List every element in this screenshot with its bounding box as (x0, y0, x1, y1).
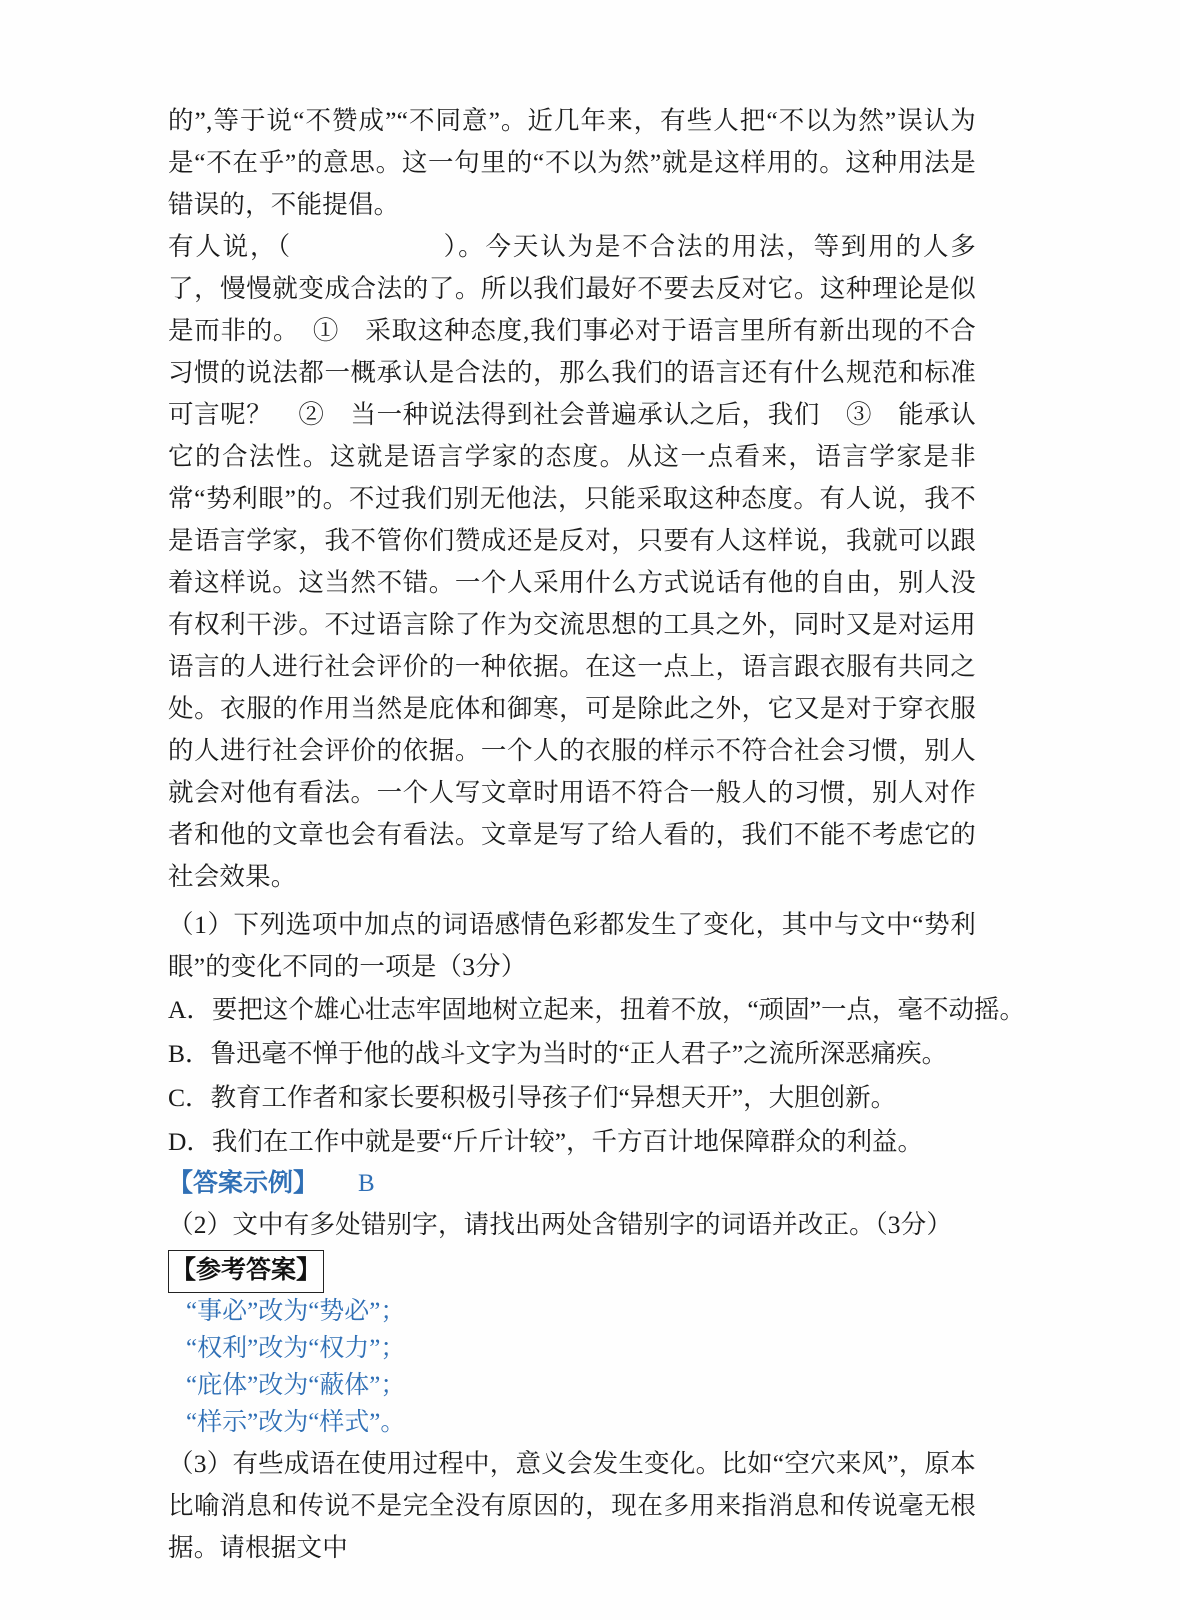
reference-answer-line-2: “权利”改为“权力”； (186, 1335, 406, 1362)
question-1-option-c (168, 1076, 976, 1120)
option-b-mark: B． (168, 1039, 211, 1068)
passage-paragraph-2 (168, 226, 976, 898)
question-1-block (168, 904, 1026, 1204)
reference-answer-label: 【参考答案】 (168, 1250, 324, 1293)
question-2-stem: （2）文中有多处错别字，请找出两处含错别字的词语并改正。（3分） (168, 1210, 953, 1239)
answer-example-label: 【答案示例】 (168, 1170, 319, 1197)
option-c-text: 教育工作者和家长要积极引导孩子们“异想天开”，大胆创新。 (210, 1083, 897, 1112)
question-1-option-b (168, 1032, 976, 1076)
passage-paragraph-1: 的”,等于说“不赞成”“不同意”。近几年来，有些人把“不以为然”误认为是“不在乎”的意思。这一句里的“不以为然”就是这样用的。这种用法是错误的，不能提倡。 (168, 106, 976, 219)
reference-answer-line-3: “庇体”改为“蔽体”； (186, 1372, 406, 1399)
option-a-mark: A． (168, 995, 212, 1024)
document-body (168, 100, 1026, 1569)
answer-example-value: B (358, 1170, 375, 1197)
reference-answer-label-wrap (168, 1246, 976, 1293)
option-a-text: 要把这个雄心壮志牢固地树立起来，扭着不放，“顽固”一点，毫不动摇。 (211, 995, 1026, 1024)
option-c-mark: C． (168, 1083, 211, 1112)
question-1-option-a (168, 988, 1026, 1032)
passage-sentence-lead: 有人说，（ (168, 232, 292, 261)
option-b-text: 鲁迅毫不惮于他的战斗文字为当时的“正人君子”之流所深恶痛疾。 (210, 1039, 948, 1068)
question-1-stem: （1）下列选项中加点的词语感情色彩都发生了变化，其中与文中“势利眼”的变化不同的一项是（3分） (168, 910, 976, 981)
reference-answer-line-4: “样示”改为“样式”。 (186, 1409, 406, 1436)
option-d-mark: D． (168, 1127, 212, 1156)
question-3-block (168, 1443, 976, 1569)
question-3-stem: （3）有些成语在使用过程中，意义会发生变化。比如“空穴来风”，原本比喻消息和传说不是完全没有原因的，现在多用来指消息和传说毫无根据。请根据文中 (168, 1449, 976, 1562)
question-1-option-d (168, 1120, 976, 1164)
reference-answer-line-1: “事必”改为“势必”； (186, 1298, 406, 1325)
passage-sentence-rest: ）。今天认为是不合法的用法，等到用的人多了，慢慢就变成合法的了。所以我们最好不要去反对它。这种理论是似是而非的。 ① 采取这种态度,我们事必对于语言里所有新出现的不合习惯的说法都一概承认是合法的，那么我们的语言还有什么规范和标准可言呢？ ② 当一种说法得到社会普遍承认之后，我们 ③ 能承认它的合法性。这就是语言学家的态度。从这一点看来，语言学家是非常“势利眼”的。不过我们别无他法，只能采取这种态度。有人说，我不是语言学家，我不管你们赞成还是反对，只要有人这样说，我就可以跟着这样说。这当然不错。一个人采用什么方式说话有他的自由，别人没有权利干涉。不过语言除了作为交流思想的工具之外，同时又是对运用语言的人进行社会评价的一种依据。在这一点上，语言跟衣服有共同之处。衣服的作用当然是庇体和御寒，可是除此之外，它又是对于穿衣服的人进行社会评价的依据。一个人的衣服的样示不符合社会习惯，别人就会对他有看法。一个人写文章时用语不符合一般人的习惯，别人对作者和他的文章也会有看法。文章是写了给人看的，我们不能不考虑它的社会效果。 (168, 232, 976, 891)
option-d-text: 我们在工作中就是要“斤斤计较”，千方百计地保障群众的利益。 (211, 1127, 924, 1156)
question-2-block (168, 1204, 976, 1441)
question-1-answer-row (168, 1164, 976, 1204)
